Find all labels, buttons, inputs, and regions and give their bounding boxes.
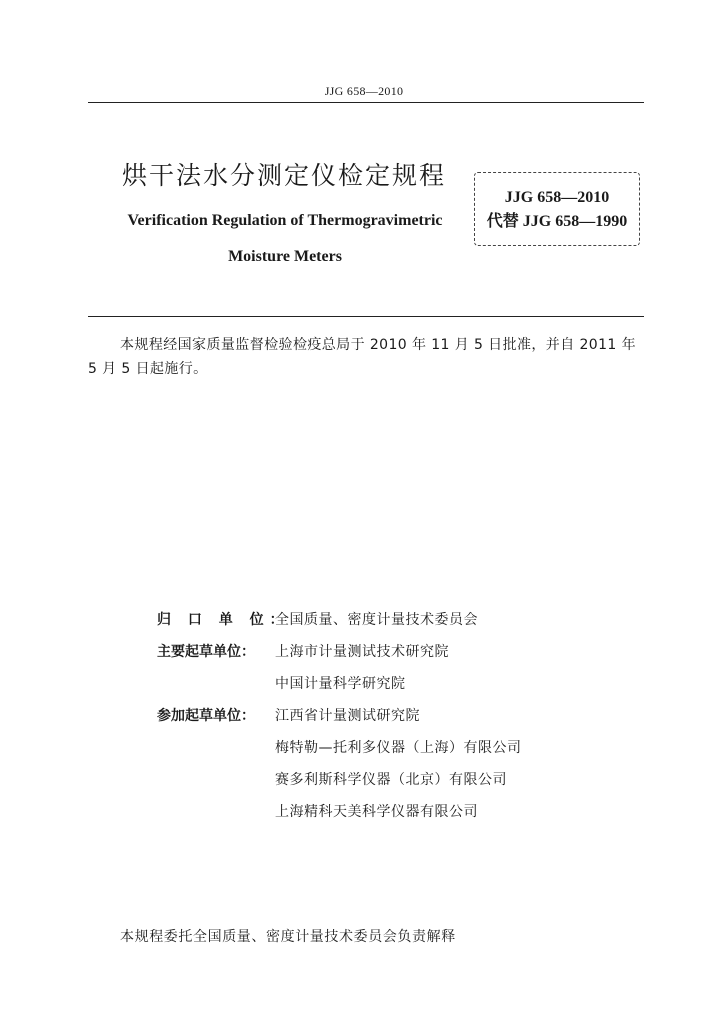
english-title-line-1: Verification Regulation of Thermogravimetric xyxy=(127,212,443,229)
unit-row xyxy=(157,764,637,796)
unit-label: 参加起草单位： xyxy=(157,708,255,724)
header-rule xyxy=(88,102,644,103)
replaces-code: 代替 JJG 658—1990 xyxy=(486,213,628,230)
unit-row xyxy=(157,604,637,636)
unit-row xyxy=(157,796,637,828)
unit-row xyxy=(157,700,637,732)
unit-row xyxy=(157,668,637,700)
regulation-code-box xyxy=(474,172,640,246)
unit-row xyxy=(157,732,637,764)
approval-paragraph: 本规程经国家质量监督检验检疫总局于 2010 年 11 月 5 日批准，并自 2011 年 5 月 5 日起施行。 xyxy=(88,337,636,377)
unit-value: 上海市计量测试技术研究院 xyxy=(275,644,449,660)
unit-value: 上海精科天美科学仪器有限公司 xyxy=(275,804,478,820)
unit-label: 归 口 单 位： xyxy=(157,612,290,628)
interpretation-note: 本规程委托全国质量、密度计量技术委员会负责解释 xyxy=(120,929,456,945)
running-header-code: JJG 658—2010 xyxy=(324,84,404,98)
title-divider-rule xyxy=(88,316,644,317)
unit-row xyxy=(157,636,637,668)
unit-value: 赛多利斯科学仪器（北京）有限公司 xyxy=(275,772,507,788)
page-title-english xyxy=(100,203,470,275)
drafting-units-list xyxy=(157,604,637,828)
unit-value: 梅特勒—托利多仪器（上海）有限公司 xyxy=(275,740,522,756)
unit-label: 主要起草单位： xyxy=(157,644,255,660)
unit-value: 江西省计量测试研究院 xyxy=(275,708,420,724)
regulation-code: JJG 658—2010 xyxy=(504,189,610,206)
unit-value: 中国计量科学研究院 xyxy=(275,676,406,692)
english-title-line-2: Moisture Meters xyxy=(228,248,342,265)
unit-value: 全国质量、密度计量技术委员会 xyxy=(275,612,478,628)
page-title-chinese: 烘干法水分测定仪检定规程 xyxy=(121,161,446,190)
